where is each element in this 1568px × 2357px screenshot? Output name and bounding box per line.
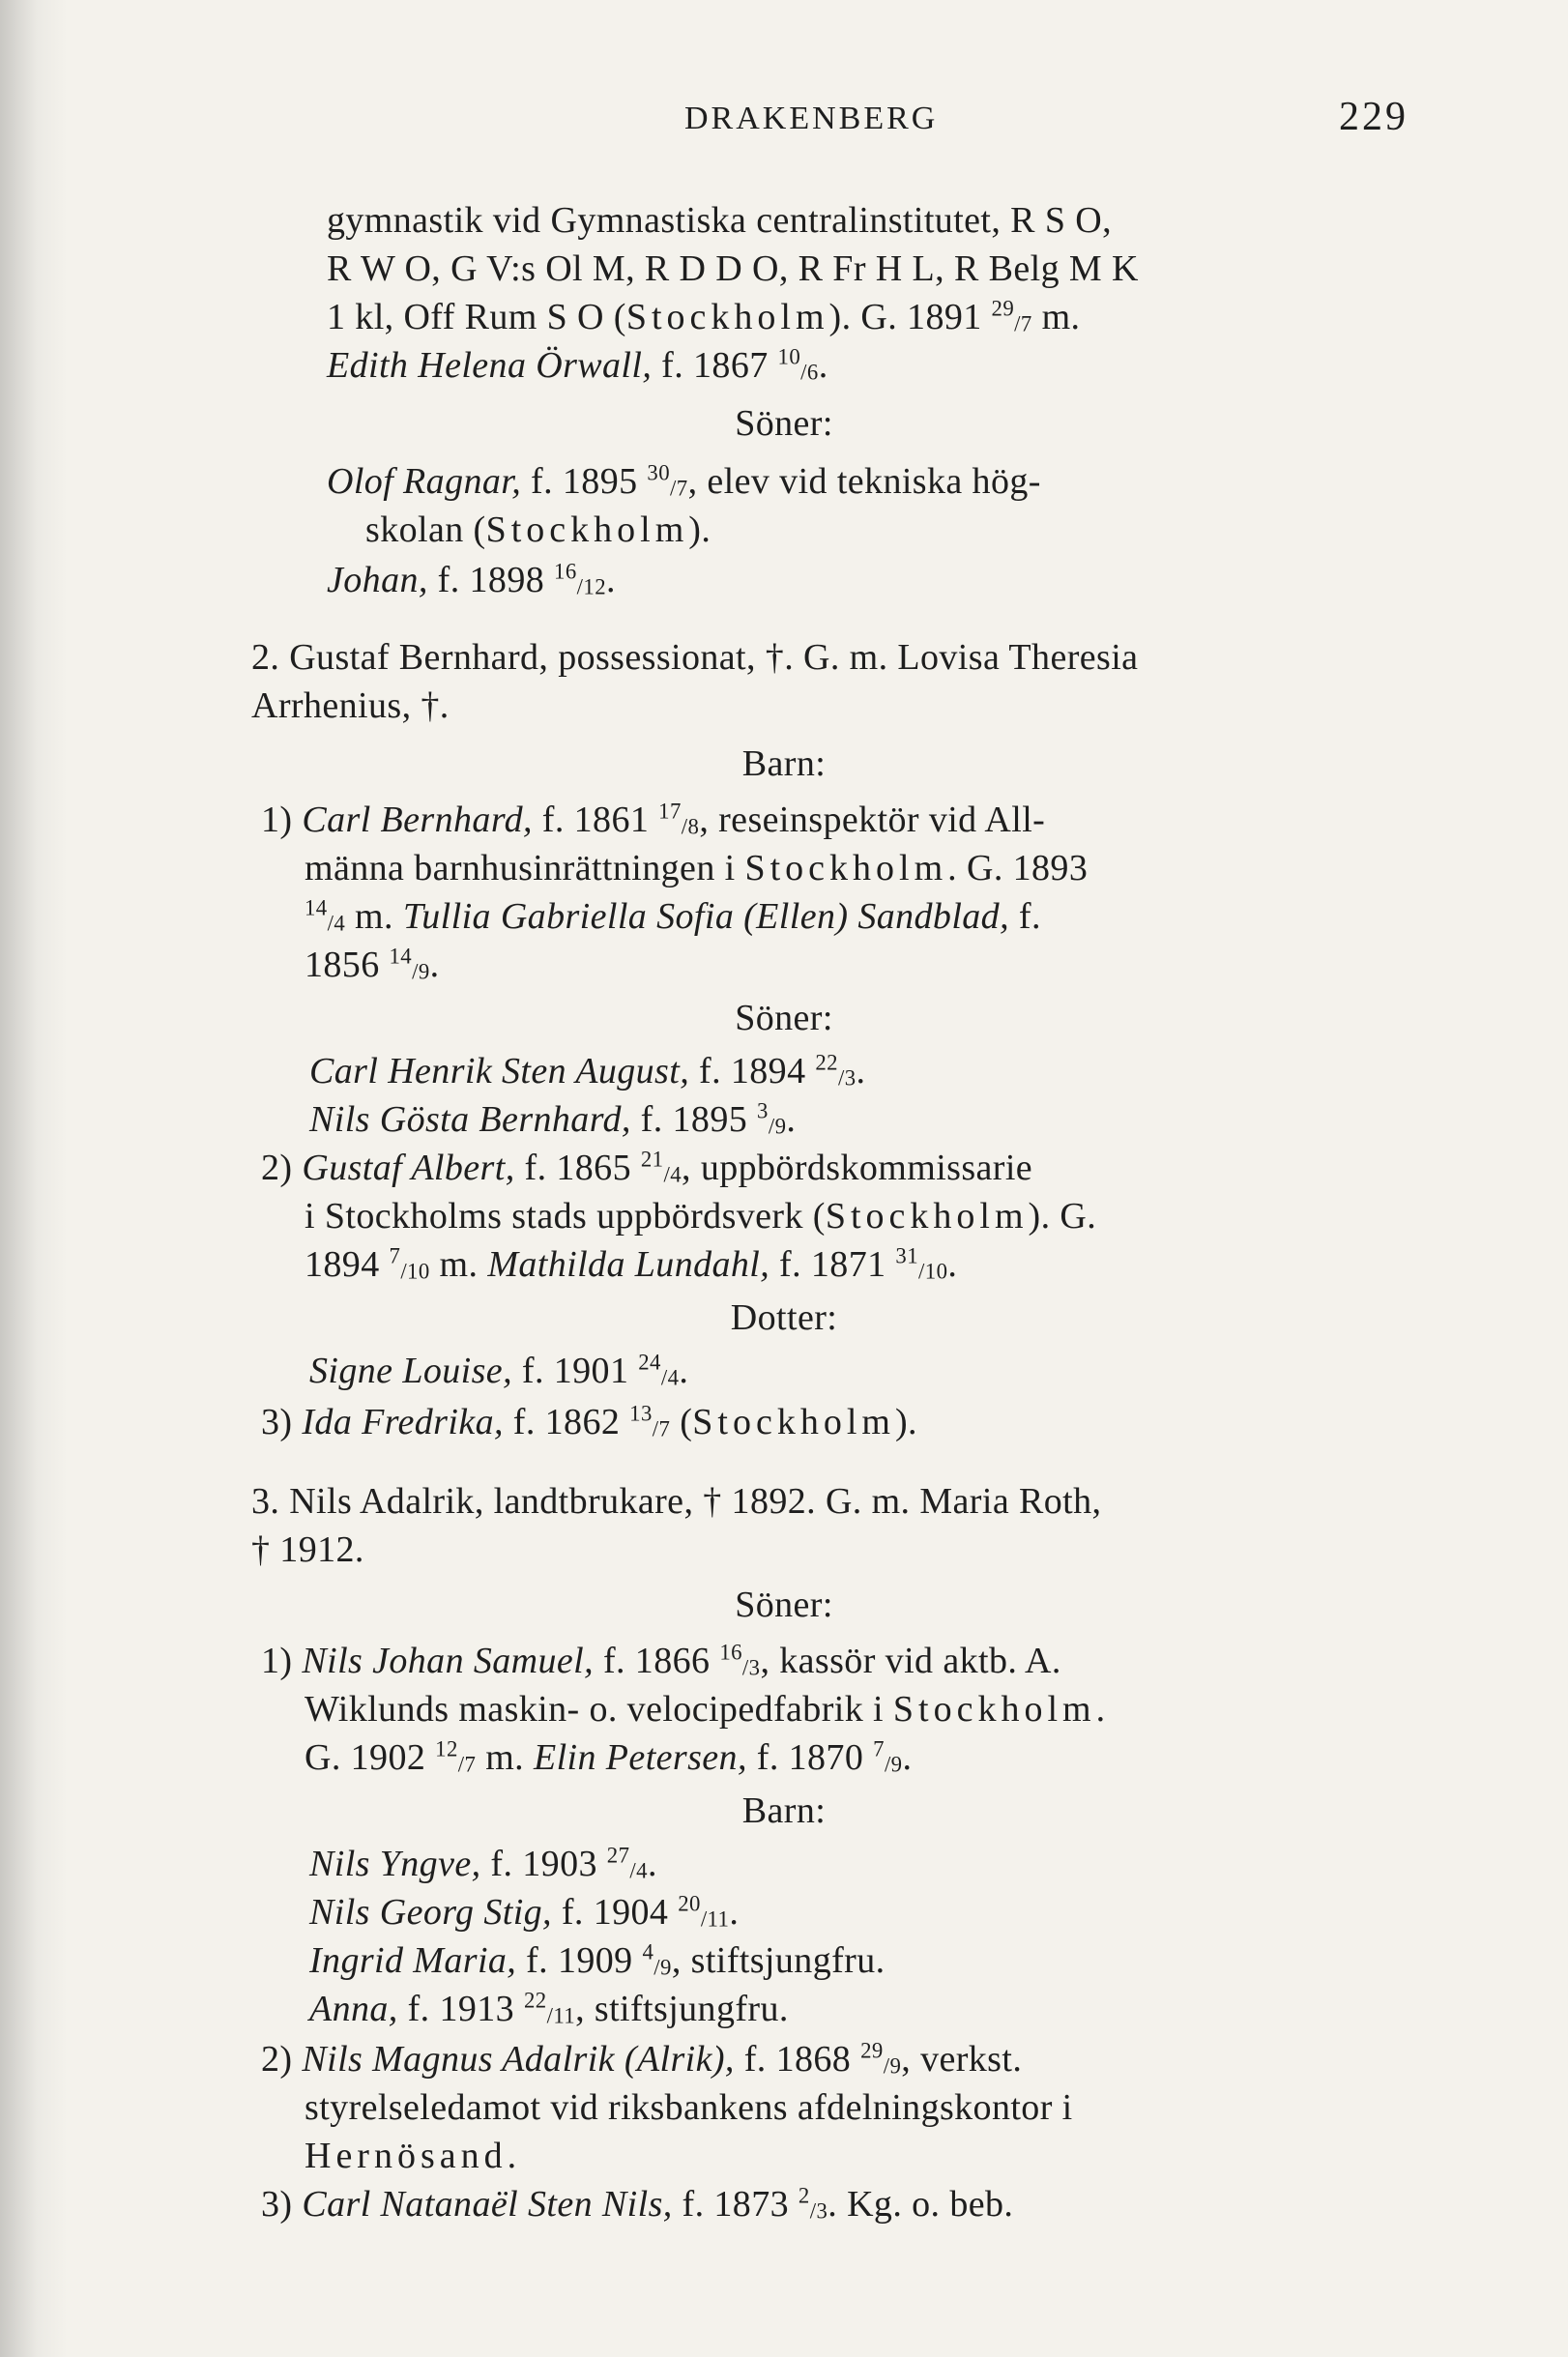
text-line: 1) Carl Bernhard, f. 1861 $^{17}_{/8}$, reseinspektör vid All-	[261, 799, 1046, 840]
text-line: 2) Nils Magnus Adalrik (Alrik), f. 1868 $^{29}_{/9}$, verkst.	[261, 2038, 1023, 2080]
text-line: Hernösand.	[305, 2136, 517, 2176]
text-line: Carl Henrik Sten August, f. 1894 $^{22}_{/3}$.	[309, 1050, 866, 1091]
text-line: Arrhenius, †.	[251, 685, 450, 726]
text-line: skolan (Stockholm).	[365, 509, 711, 550]
text-line: Ingrid Maria, f. 1909 $^4_{/9}$, stiftsjungfru.	[309, 1939, 886, 1981]
page-edge-shadow	[0, 0, 68, 2357]
text-line: 2) Gustaf Albert, f. 1865 $^{21}_{/4}$, uppbördskommissarie	[261, 1147, 1033, 1188]
text-line: † 1912.	[251, 1529, 364, 1570]
text-line: styrelseledamot vid riksbankens afdelningskontor i	[305, 2087, 1073, 2128]
page-number: 229	[1339, 95, 1408, 139]
section-heading-dotter: Dotter:	[730, 1297, 838, 1338]
text-line: Nils Georg Stig, f. 1904 $^{20}_{/11}$.	[309, 1891, 740, 1933]
text-line: 3) Ida Fredrika, f. 1862 $^{13}_{/7}$ (Stockholm).	[261, 1401, 917, 1442]
text-line: Wiklunds maskin- o. velocipedfabrik i Stockholm.	[305, 1689, 1106, 1730]
section-heading-soner: Söner:	[735, 1585, 833, 1625]
text-line: 1894 $^7_{/10}$ m. Mathilda Lundahl, f. 1871 $^{31}_{/10}$.	[305, 1243, 958, 1285]
text-line: Signe Louise, f. 1901 $^{24}_{/4}$.	[309, 1350, 689, 1391]
text-line: i Stockholms stads uppbördsverk (Stockholm). G.	[305, 1196, 1097, 1237]
text-line: männa barnhusinrättningen i Stockholm. G. 1893	[305, 848, 1089, 888]
section-heading-soner: Söner:	[735, 403, 833, 444]
section-heading-barn: Barn:	[741, 1790, 827, 1831]
text-line: Johan, f. 1898 $^{16}_{/12}$.	[327, 559, 616, 600]
text-line: G. 1902 $^{12}_{/7}$ m. Elin Petersen, f. 1870 $^7_{/9}$.	[305, 1736, 913, 1778]
text-line: Nils Yngve, f. 1903 $^{27}_{/4}$.	[309, 1843, 657, 1884]
running-title: DRAKENBERG	[684, 101, 939, 136]
text-line: Anna, f. 1913 $^{22}_{/11}$, stiftsjungfru.	[309, 1988, 789, 2029]
text-line: R W O, G V:s Ol M, R D D O, R Fr H L, R Belg M K	[327, 248, 1139, 289]
text-line: 1) Nils Johan Samuel, f. 1866 $^{16}_{/3}$, kassör vid aktb. A.	[261, 1640, 1061, 1681]
text-line: 3) Carl Natanaël Sten Nils, f. 1873 $^2_{/3}$. Kg. o. beb.	[261, 2183, 1014, 2225]
text-line: 1 kl, Off Rum S O (Stockholm). G. 1891 $^{29}_{/7}$ m.	[327, 296, 1081, 337]
text-line: $^{14}_{/4}$ m. Tullia Gabriella Sofia (Ellen) Sandblad, f.	[305, 895, 1041, 937]
section-heading-barn: Barn:	[741, 743, 827, 784]
text-line: 2. Gustaf Bernhard, possessionat, †. G. m. Lovisa Theresia	[251, 637, 1139, 678]
text-line: 3. Nils Adalrik, landtbrukare, † 1892. G. m. Maria Roth,	[251, 1481, 1102, 1522]
text-line: Edith Helena Örwall, f. 1867 $^{10}_{/6}$.	[327, 344, 828, 386]
text-line: 1856 $^{14}_{/9}$.	[305, 944, 440, 985]
text-line: Nils Gösta Bernhard, f. 1895 $^3_{/9}$.	[309, 1098, 797, 1140]
text-line: gymnastik vid Gymnastiska centralinstitutet, R S O,	[327, 200, 1112, 241]
section-heading-soner: Söner:	[735, 998, 833, 1038]
text-line: Olof Ragnar, f. 1895 $^{30}_{/7}$, elev vid tekniska hög-	[327, 460, 1041, 502]
